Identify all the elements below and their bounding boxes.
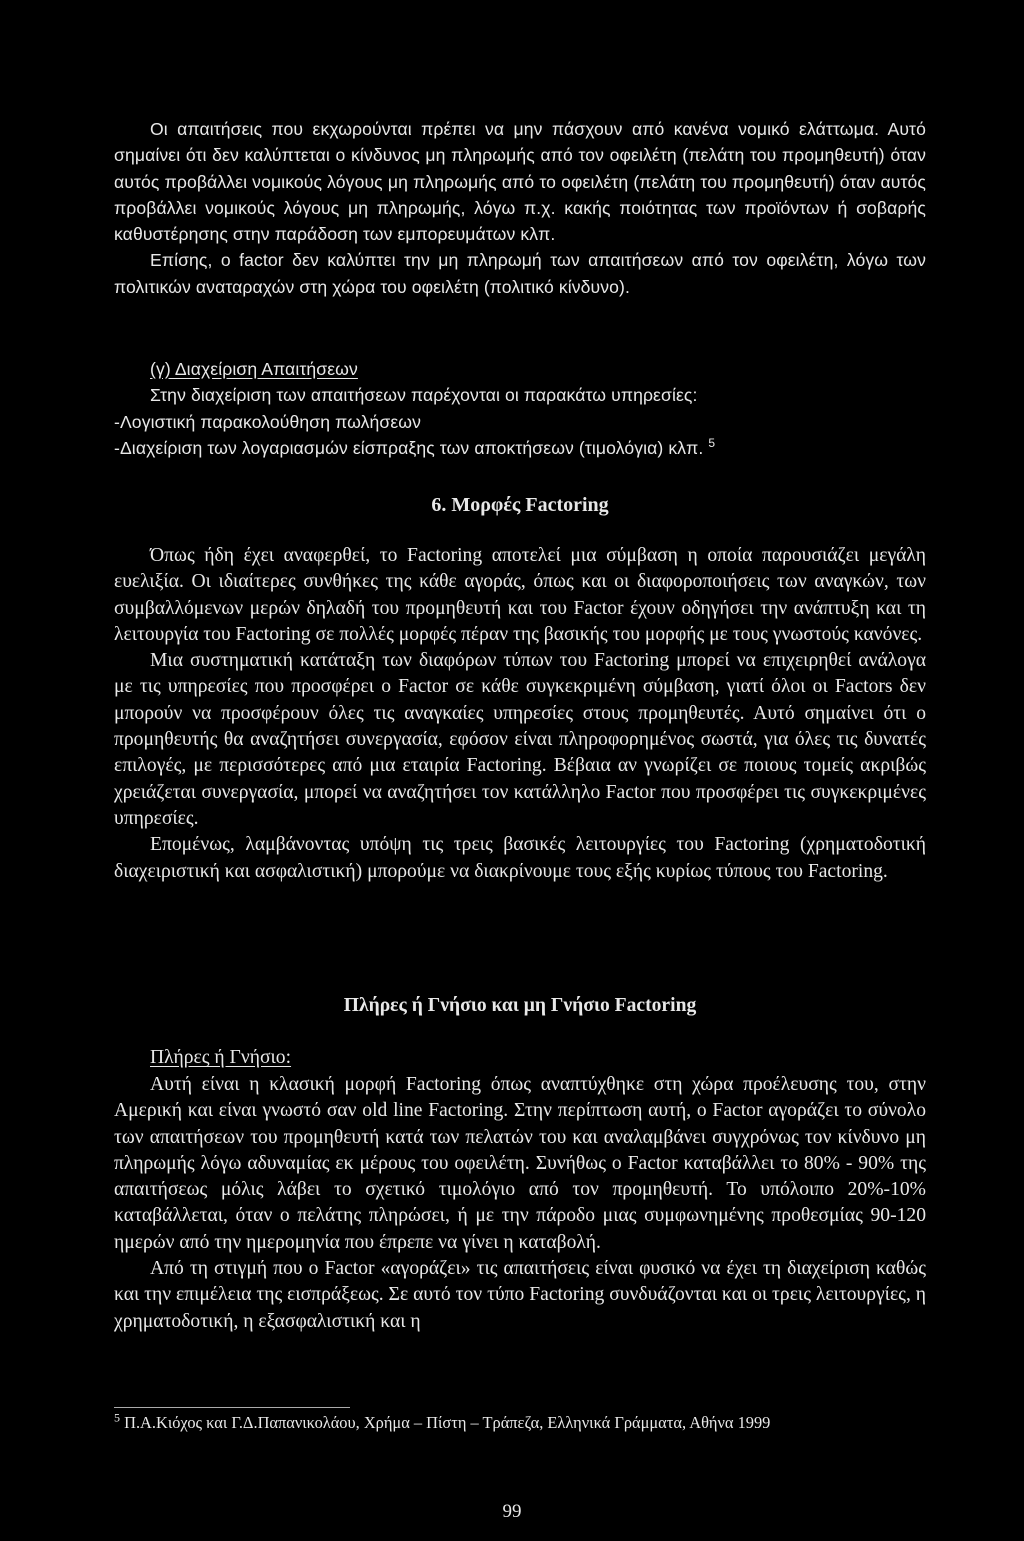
section-b-paragraph-1: Οι απαιτήσεις που εκχωρούνται πρέπει να μην πάσχουν από κανένα νομικό ελάττωμα. Αυτό σημαίνει ότι δεν καλύπτεται ο κίνδυνος μη πληρωμής από τον οφειλέτη (πελάτη του προμηθευτή) όταν αυτός προβάλλει νομικούς λόγους μη πληρωμής από το οφειλέτη (πελάτη του προμηθευτή) όταν αυτός προβάλλει νομικούς λόγους μη πληρωμής, λόγω π.χ. κακής ποιότητας των προϊόντων ή σοβαρής καθυστέρησης στην παράδοση των εμπορευμάτων κλπ.: [114, 119, 926, 245]
section-c: [114, 356, 926, 461]
full-factoring-paragraph-2: Από τη στιγμή που ο Factor «αγοράζει» τις απαιτήσεις είναι φυσικό να έχει τη διαχείριση καθώς και την επιμέλεια της εισπράξεως. Σε αυτό τον τύπο Factoring συνδυάζονται και οι τρεις λειτουργίες, η χρηματοδοτική, η εξασφαλιστική και η: [114, 1258, 926, 1332]
section-b-text: [114, 116, 926, 300]
full-factoring-label: Πλήρες ή Γνήσιο:: [150, 1047, 292, 1068]
section-b-paragraph-2: Επίσης, ο factor δεν καλύπτει την μη πληρωμή των απαιτήσεων από τον οφειλέτη, λόγω των πολιτικών αναταραχών στη χώρα του οφειλέτη (πολιτικό κίνδυνο).: [114, 250, 926, 297]
page-number: 99: [502, 1501, 522, 1522]
section-6-paragraph-1: Όπως ήδη έχει αναφερθεί, το Factoring αποτελεί μια σύμβαση η οποία παρουσιάζει μεγάλη ευελιξία. Οι ιδιαίτερες συνθήκες της κάθε αγοράς, όπως και οι διαφοροποιήσεις των αναγκών, των συμβαλλόμενων μερών δηλαδή του προμηθευτή και του Factor έχουν οδηγήσει την ανάπτυξη και τη λειτουργία του Factoring σε πολλές μορφές πέραν της βασικής του μορφής με τους γνωστούς κανόνες.: [114, 545, 926, 645]
footnote-separator: [114, 1407, 350, 1408]
section-6-paragraph-2: Μια συστηματική κατάταξη των διαφόρων τύπων του Factoring μπορεί να επιχειρηθεί ανάλογα με τις υπηρεσίες που προσφέρει ο Factor σε κάθε συγκεκριμένη σύμβαση, γιατί όλοι οι Factors δεν μπορούν να προσφέρουν όλες τις αναγκαίες υπηρεσίες στους προμηθευτές. Αυτό σημαίνει ότι ο προμηθευτής θα αναζητήσει συνεργασία, εφόσον είναι πληροφορημένος σωστά, για όλες τις δυνατές επιλογές, με περισσότερες από μια εταιρία Factoring. Βέβαια αν γνωρίζει σε ποιους τομείς ακριβώς χρειάζεται συνεργασία, μπορεί να αναζητήσει τον κατάλληλο Factor που προσφέρει τις συγκεκριμένες υπηρεσίες.: [114, 650, 926, 829]
full-factoring-paragraph-1: Αυτή είναι η κλασική μορφή Factoring όπως αναπτύχθηκε στη χώρα προέλευσης του, στην Αμερική και είναι γνωστό σαν old line Factoring. Στην περίπτωση αυτή, ο Factor αγοράζει το σύνολο των απαιτήσεων του προμηθευτή κατά των πελατών του και αναλαμβάνει συγχρόνως τον κίνδυνο μη πληρωμής λόγω αδυναμίας εκ μέρους του οφειλέτη. Συνήθως ο Factor καταβάλλει το 80% - 90% της απαιτήσεως μόλις λάβει το σχετικό τιμολόγιο από τον προμηθευτή. Το υπόλοιπο 20%-10% καταβάλλεται, όταν ο πελάτης πληρώσει, ή με την πάροδο μιας συμφωνημένης προθεσμίας 90-120 ημερών από την ημερομηνία που έπρεπε να γίνει η καταβολή.: [114, 1074, 926, 1253]
section-c-heading: (γ) Διαχείριση Απαιτήσεων: [150, 359, 358, 379]
footnote: [114, 1411, 926, 1435]
section-6-paragraph-3: Επομένως, λαμβάνοντας υπόψη τις τρεις βασικές λειτουργίες του Factoring (χρηματοδοτική διαχειριστική και ασφαλιστική) μπορούμε να διακρίνουμε τους εξής κυρίως τύπους του Factoring.: [114, 834, 926, 882]
section-c-intro: Στην διαχείριση των απαιτήσεων παρέχονται οι παρακάτω υπηρεσίες:: [150, 385, 698, 406]
section-6-text: [114, 543, 926, 885]
service-item-2: -Διαχείριση των λογαριασμών είσπραξης των αποκτήσεων (τιμολόγια) κλπ. $^5$: [114, 436, 716, 458]
service-item-1: -Λογιστική παρακολούθηση πωλήσεων: [114, 411, 422, 432]
full-factoring-heading: Πλήρες ή Γνήσιο και μη Γνήσιο Factoring: [343, 995, 697, 1016]
footnote-reference: 5: [708, 436, 716, 451]
footnote-text: Π.Α.Κιόχος και Γ.Δ.Παπανικολάου, Χρήμα – Πίστη – Τράπεζα, Ελληνικά Γράμματα, Αθήνα 1999: [124, 1413, 771, 1432]
full-factoring-text: [114, 1072, 926, 1335]
section-6-heading: 6. Μορφές Factoring: [431, 494, 609, 516]
footnote-marker: 5: [114, 1410, 120, 1425]
